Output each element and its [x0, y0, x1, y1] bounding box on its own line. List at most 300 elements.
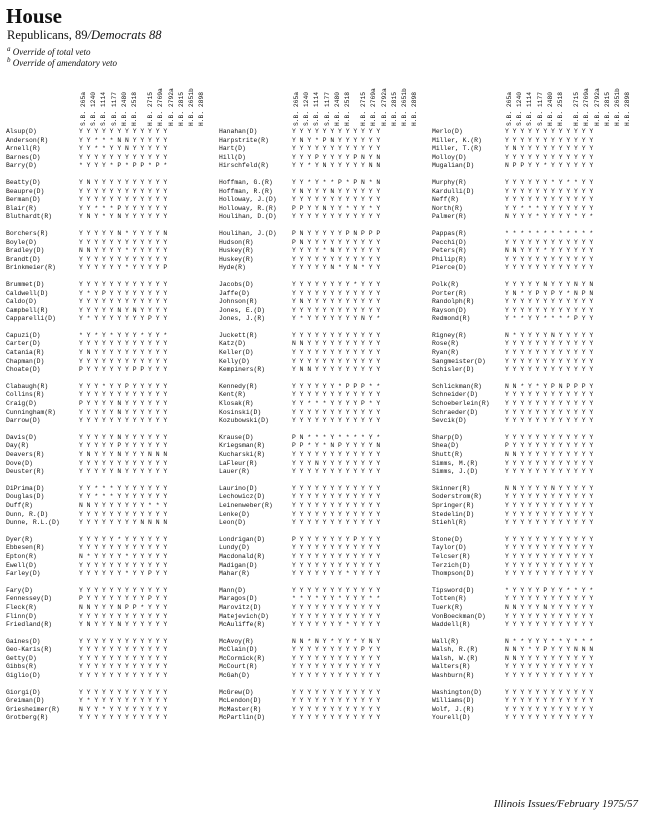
legislator-name: Fennessey(D) — [6, 595, 53, 603]
legislator-name: Kosinski(D) — [219, 408, 262, 416]
legislator-row — [219, 536, 417, 545]
legislator-name: Murphy(R) — [432, 178, 467, 186]
legislator-name: VonBoeckman(D) — [432, 612, 486, 620]
footnote-a-text: Override of total veto — [12, 47, 91, 57]
legislator-votes: Y N Y * Y N Y Y Y Y Y Y — [79, 213, 168, 221]
legislator-name: Giorgi(D) — [6, 688, 41, 696]
page-footer: Illinois Issues/February 1975/57 — [493, 798, 638, 810]
legislator-name: Giglio(D) — [6, 672, 41, 680]
legislator-name: Holloway, R.(R) — [219, 204, 277, 212]
bill-label-text: S.B. 1177 — [110, 91, 118, 126]
legislator-list — [219, 128, 417, 731]
legislator-votes: Y Y Y Y Y Y Y Y Y Y Y Y — [505, 264, 594, 272]
bill-label-text: H.B. 2898 — [198, 91, 206, 126]
legislator-name: Rigney(R) — [432, 331, 467, 339]
legislator-row — [432, 298, 630, 307]
legislator-row — [432, 340, 630, 349]
legislator-name: Katz(D) — [219, 340, 246, 348]
legislator-votes: Y Y Y Y Y Y Y Y Y Y Y Y — [505, 468, 594, 476]
legislator-row — [219, 595, 417, 604]
legislator-votes: Y Y Y Y Y Y Y Y Y Y Y Y — [292, 561, 381, 569]
legislator-name: Kozubowski(D) — [219, 417, 269, 425]
legislator-name: Keller(D) — [219, 349, 254, 357]
legislator-group — [219, 332, 417, 375]
legislator-votes: Y Y Y Y Y Y Y Y Y Y Y Y — [79, 510, 168, 518]
legislator-name: Mahar(R) — [219, 570, 250, 578]
legislator-name: Laurino(D) — [219, 484, 258, 492]
legislator-name: Pappas(R) — [432, 229, 467, 237]
legislator-name: Ryan(R) — [432, 349, 459, 357]
bill-label — [623, 70, 633, 126]
legislator-row — [432, 137, 630, 146]
legislator-name: Gibbs(R) — [6, 663, 37, 671]
legislator-name: Berman(D) — [6, 196, 41, 204]
legislator-row — [6, 562, 204, 571]
bill-label-text: H.B. 2518 — [557, 91, 564, 126]
legislator-votes: Y * Y Y Y Y Y Y Y N Y * — [292, 315, 381, 323]
legislator-name: Day(R) — [6, 442, 30, 450]
bill-label — [312, 70, 322, 126]
legislator-name: McMaster(R) — [219, 705, 262, 713]
legislator-name: McPartlin(D) — [219, 714, 266, 722]
legislator-name: Washburn(R) — [432, 672, 475, 680]
legislator-name: Arnell(R) — [6, 145, 41, 153]
legislator-name: Schoeberlein(R) — [432, 400, 490, 408]
legislator-row — [432, 451, 630, 460]
legislator-row — [219, 646, 417, 655]
legislator-votes: Y * Y Y Y Y Y Y Y P Y Y — [79, 315, 168, 323]
legislator-name: Schneider(D) — [432, 391, 479, 399]
legislator-name: Kent(R) — [219, 391, 246, 399]
legislator-votes: Y Y Y Y Y Y Y Y Y Y Y Y — [79, 688, 168, 696]
legislator-votes: Y Y Y Y Y Y Y Y Y Y Y Y — [79, 280, 168, 288]
legislator-votes: Y Y Y Y Y Y Y Y Y Y Y Y — [505, 519, 594, 527]
legislator-votes: Y Y Y Y Y Y Y Y Y Y Y Y — [79, 663, 168, 671]
legislator-votes: Y Y Y Y Y Y * Y Y P Y Y — [79, 570, 168, 578]
legislator-votes: Y Y Y Y Y Y Y Y Y Y Y Y — [292, 391, 381, 399]
legislator-group — [432, 485, 630, 528]
legislator-votes: N N Y Y Y Y N Y Y Y Y Y — [505, 484, 594, 492]
footnote-b — [7, 55, 117, 68]
legislator-row — [6, 349, 204, 358]
legislator-name: Walsh, R.(R) — [432, 646, 479, 654]
bill-label — [146, 70, 156, 126]
legislator-row — [432, 332, 630, 341]
legislator-votes: Y Y Y Y Y Y Y Y Y Y Y Y — [505, 714, 594, 722]
legislator-row — [6, 544, 204, 553]
legislator-name: Miller, K.(R) — [432, 136, 482, 144]
legislator-row — [219, 460, 417, 469]
legislator-votes: P Y Y Y Y Y Y Y Y Y Y Y — [505, 442, 594, 450]
legislator-row — [6, 213, 204, 222]
legislator-row — [432, 485, 630, 494]
bill-label — [197, 70, 207, 126]
legislator-votes: Y Y * Y N Y Y Y Y Y N N — [292, 162, 381, 170]
bill-label-text: H.B. 2518 — [131, 91, 138, 126]
page-title: House — [6, 4, 63, 28]
legislator-name: Yourell(D) — [432, 714, 471, 722]
legislator-name: Hoffman, R.(R) — [219, 187, 273, 195]
legislator-name: Hoffman, G.(R) — [219, 178, 273, 186]
legislator-name: Chapman(D) — [6, 357, 45, 365]
legislator-name: DiPrima(D) — [6, 484, 45, 492]
legislator-row — [6, 417, 204, 426]
legislator-votes: Y Y Y Y Y Y Y Y Y Y Y Y — [292, 408, 381, 416]
legislator-name: Shea(D) — [432, 442, 459, 450]
legislator-row — [219, 247, 417, 256]
legislator-name: Lundy(D) — [219, 544, 250, 552]
legislator-votes: P Y Y Y Y Y Y Y Y P Y Y — [79, 595, 168, 603]
legislator-name: Stedelin(D) — [432, 510, 475, 518]
legislator-row — [6, 145, 204, 154]
legislator-votes: Y Y Y Y Y Y Y Y Y Y Y Y — [79, 128, 168, 135]
legislator-row — [432, 247, 630, 256]
legislator-votes: Y Y Y Y Y N Y Y Y Y Y Y — [79, 433, 168, 441]
legislator-name: Capuzi(D) — [6, 331, 41, 339]
legislator-votes: Y Y Y Y Y Y Y Y Y Y Y Y — [292, 586, 381, 594]
legislator-name: Getty(D) — [6, 654, 37, 662]
legislator-votes: N N Y * Y P Y Y Y N N N — [505, 646, 594, 654]
legislator-votes: N N Y Y Y Y Y Y Y Y Y Y — [292, 340, 381, 348]
legislator-row — [432, 188, 630, 197]
bill-label-text: H.B. 2715 — [147, 91, 155, 126]
bill-label-text: H.B. 2792a — [593, 88, 601, 126]
legislator-votes: Y Y Y Y Y Y Y Y Y Y Y Y — [292, 612, 381, 620]
legislator-votes: Y Y Y Y Y Y Y * Y Y Y Y — [292, 570, 381, 578]
legislator-votes: Y Y Y Y Y Y Y Y Y Y Y Y — [292, 688, 381, 696]
legislator-votes: Y Y Y Y Y Y Y Y Y Y Y Y — [292, 552, 381, 560]
bill-label-text: S.B. 1114 — [313, 91, 321, 126]
legislator-name: Huskey(R) — [219, 255, 254, 263]
legislator-group — [219, 536, 417, 579]
legislator-votes: Y Y Y Y Y Y Y Y Y Y Y Y — [505, 493, 594, 501]
legislator-votes: Y Y * * * Y Y Y Y Y Y Y — [79, 493, 168, 501]
legislator-row — [6, 621, 204, 630]
legislator-row — [219, 128, 417, 137]
legislator-row — [432, 553, 630, 562]
legislator-group — [6, 230, 204, 273]
bill-label — [187, 70, 197, 126]
legislator-name: Telcser(R) — [432, 552, 471, 560]
legislator-name: Ebbesen(R) — [6, 544, 45, 552]
legislator-row — [219, 553, 417, 562]
legislator-votes: Y N Y Y Y N Y Y Y Y Y Y — [292, 187, 381, 195]
legislator-name: Borchers(R) — [6, 229, 49, 237]
legislator-group — [432, 230, 630, 273]
legislator-row — [432, 697, 630, 706]
legislator-name: Davis(D) — [6, 433, 37, 441]
legislator-name: Farley(D) — [6, 570, 41, 578]
legislator-name: Fleck(R) — [6, 603, 37, 611]
legislator-name: Madigan(D) — [219, 561, 258, 569]
bill-label — [110, 70, 120, 126]
legislator-name: Marovitz(D) — [219, 603, 262, 611]
legislator-row — [219, 349, 417, 358]
legislator-row — [432, 544, 630, 553]
bill-label-text: S.B. 1240 — [90, 91, 98, 126]
legislator-row — [219, 154, 417, 163]
legislator-name: Bradley(D) — [6, 247, 45, 255]
legislator-votes: Y Y * * * Y Y Y Y P * Y — [292, 400, 381, 408]
legislator-name: Caldwell(D) — [6, 289, 49, 297]
legislator-row — [219, 621, 417, 630]
legislator-row — [6, 536, 204, 545]
legislator-group — [6, 689, 204, 723]
legislator-votes: Y Y Y Y Y Y Y Y Y Y Y Y — [505, 340, 594, 348]
bill-label-text: H.B. 2815 — [177, 91, 185, 126]
legislator-row — [432, 706, 630, 715]
legislator-name: Collins(R) — [6, 391, 45, 399]
legislator-votes: Y Y Y Y Y Y Y Y Y Y Y Y — [292, 306, 381, 314]
legislator-name: Redmond(R) — [432, 315, 471, 323]
legislator-row — [432, 519, 630, 528]
legislator-name: Stone(D) — [432, 535, 463, 543]
legislator-votes: N * Y Y Y Y * Y Y Y Y Y — [79, 552, 168, 560]
legislator-votes: Y * * Y Y * * * * P Y Y — [505, 315, 594, 323]
legislator-name: Alsup(D) — [6, 128, 37, 135]
legislator-row — [432, 511, 630, 520]
legislator-name: Deuster(R) — [6, 468, 45, 476]
legislator-name: Bluthardt(R) — [6, 213, 53, 221]
legislator-votes: Y Y Y Y * N Y Y Y Y Y Y — [292, 247, 381, 255]
bill-label — [603, 70, 613, 126]
legislator-votes: Y Y Y Y Y Y Y Y Y Y Y Y — [79, 238, 168, 246]
legislator-row — [6, 332, 204, 341]
legislator-row — [432, 383, 630, 392]
legislator-row — [432, 468, 630, 477]
legislator-row — [6, 460, 204, 469]
bill-label — [359, 70, 369, 126]
legislator-name: Mann(D) — [219, 586, 246, 594]
legislator-votes: Y Y Y Y Y Y Y Y Y Y Y Y — [505, 697, 594, 705]
legislator-name: Williams(D) — [432, 697, 475, 705]
legislator-group — [219, 689, 417, 723]
legislator-list — [6, 128, 204, 731]
legislator-row — [6, 672, 204, 681]
legislator-group — [432, 128, 630, 171]
legislator-name: Peters(R) — [432, 247, 467, 255]
legislator-votes: Y Y Y Y Y Y Y Y Y Y Y Y — [505, 391, 594, 399]
bill-label-text: H.B. 2898 — [411, 91, 419, 126]
legislator-group — [6, 485, 204, 528]
legislator-group — [432, 536, 630, 579]
legislator-votes: Y Y Y Y Y Y Y Y Y Y Y Y — [292, 213, 381, 221]
legislator-row — [432, 502, 630, 511]
bill-label-text: H.B. 2651b — [614, 88, 621, 126]
legislator-row — [6, 511, 204, 520]
legislator-votes: Y Y Y Y Y Y Y Y Y Y Y Y — [292, 357, 381, 365]
legislator-name: Springer(R) — [432, 501, 475, 509]
legislator-name: Mugalian(D) — [432, 162, 475, 170]
legislator-row — [432, 417, 630, 426]
legislator-name: McAvoy(R) — [219, 637, 254, 645]
legislator-row — [432, 460, 630, 469]
legislator-row — [432, 689, 630, 698]
legislator-name: Catania(R) — [6, 349, 45, 357]
legislator-name: Schlickman(R) — [432, 382, 482, 390]
legislator-votes: Y Y Y Y Y Y Y Y Y Y Y Y — [292, 493, 381, 501]
legislator-row — [6, 595, 204, 604]
legislator-votes: Y Y Y Y Y N Y Y Y N Y N — [505, 280, 594, 288]
legislator-votes: N N * N Y * Y Y * Y N Y — [292, 637, 381, 645]
legislator-name: Carter(D) — [6, 340, 41, 348]
legislator-row — [6, 638, 204, 647]
legislator-name: Kempiners(R) — [219, 366, 266, 374]
legislator-group — [219, 383, 417, 426]
legislator-row — [6, 714, 204, 723]
legislator-name: Lenke(D) — [219, 510, 250, 518]
legislator-votes: Y Y Y N Y Y Y Y Y Y Y Y — [292, 459, 381, 467]
legislator-row — [432, 587, 630, 596]
legislator-row — [219, 230, 417, 239]
legislator-name: Beatty(D) — [6, 178, 41, 186]
legislator-name: McCourt(R) — [219, 663, 258, 671]
legislator-row — [6, 519, 204, 528]
legislator-name: Harpstrite(R) — [219, 136, 269, 144]
legislator-votes: Y N Y * P N Y Y Y Y Y Y — [292, 136, 381, 144]
legislator-row — [219, 307, 417, 316]
legislator-votes: Y Y Y Y Y Y Y Y Y Y Y Y — [292, 468, 381, 476]
legislator-name: Kucharski(R) — [219, 451, 266, 458]
legislator-name: Porter(R) — [432, 289, 467, 297]
bill-label — [120, 70, 130, 126]
legislator-name: Leon(D) — [219, 519, 246, 527]
legislator-row — [6, 256, 204, 265]
legislator-row — [6, 613, 204, 622]
legislator-votes: Y Y Y Y Y Y Y Y Y Y Y Y — [505, 136, 594, 144]
legislator-votes: Y Y Y Y Y Y Y Y Y Y Y Y — [505, 552, 594, 560]
legislator-group — [6, 179, 204, 222]
legislator-votes: Y Y Y Y Y Y Y Y Y Y Y Y — [505, 663, 594, 671]
legislator-row — [432, 179, 630, 188]
legislator-votes: Y Y Y Y Y Y Y Y Y Y Y Y — [292, 672, 381, 680]
legislator-votes: Y Y * * * Y Y Y Y Y Y Y — [79, 484, 168, 492]
legislator-name: Barry(D) — [6, 162, 37, 170]
legislator-votes: N N Y Y Y Y Y Y Y Y Y Y — [505, 654, 594, 662]
legislator-name: Pierce(D) — [432, 264, 467, 272]
legislator-votes: Y Y Y Y Y Y Y Y Y Y Y Y — [292, 654, 381, 662]
legislator-row — [219, 663, 417, 672]
legislator-row — [432, 256, 630, 265]
legislator-name: Hanahan(D) — [219, 128, 258, 135]
legislator-votes: Y Y Y Y Y Y Y Y Y Y Y Y — [292, 128, 381, 135]
legislator-name: Thompson(D) — [432, 570, 475, 578]
legislator-row — [432, 621, 630, 630]
legislator-name: Rose(R) — [432, 340, 459, 348]
legislator-group — [432, 281, 630, 324]
legislator-votes: Y Y Y Y Y Y Y Y Y Y Y Y — [505, 153, 594, 161]
legislator-name: Greiman(D) — [6, 697, 45, 705]
bill-label-text: H.B. 2769a — [583, 88, 591, 126]
legislator-row — [6, 442, 204, 451]
legislator-votes: N Y Y Y * Y Y Y Y * Y * — [505, 213, 594, 221]
legislator-votes: Y Y Y Y Y Y Y Y Y Y Y Y — [292, 331, 381, 339]
legislator-row — [219, 409, 417, 418]
bill-label — [400, 70, 410, 126]
legislator-name: Beaupre(D) — [6, 187, 45, 195]
legislator-row — [6, 239, 204, 248]
legislator-row — [6, 188, 204, 197]
legislator-name: Brandt(D) — [6, 255, 41, 263]
legislator-name: North(R) — [432, 204, 463, 212]
legislator-row — [432, 493, 630, 502]
legislator-row — [6, 298, 204, 307]
legislator-row — [219, 137, 417, 146]
legislator-votes: N N Y Y Y * Y Y Y Y Y Y — [505, 247, 594, 255]
bill-label-text: H.B. 2651b — [188, 88, 195, 126]
legislator-row — [219, 638, 417, 647]
legislator-name: Klosak(R) — [219, 400, 254, 408]
legislator-name: Douglas(D) — [6, 493, 45, 501]
bill-label — [556, 70, 566, 126]
legislator-row — [432, 315, 630, 324]
legislator-name: Washington(D) — [432, 688, 482, 696]
legislator-row — [219, 145, 417, 154]
bill-label-text: H.B. 2480 — [546, 91, 554, 126]
legislator-votes: Y Y Y Y Y Y Y Y Y Y Y Y — [79, 586, 168, 594]
legislator-group — [6, 281, 204, 324]
legislator-votes: Y Y Y Y Y Y Y Y Y Y Y Y — [292, 603, 381, 611]
legislator-row — [219, 315, 417, 324]
legislator-name: Matejevich(D) — [219, 612, 269, 620]
bill-label-text: H.B. 2792a — [167, 88, 175, 126]
legislator-row — [432, 349, 630, 358]
bill-label — [323, 70, 333, 126]
legislator-votes: Y Y Y Y Y Y Y Y Y Y Y Y — [292, 714, 381, 722]
legislator-votes: Y Y Y Y Y N * Y Y Y Y N — [79, 229, 168, 237]
legislator-row — [6, 434, 204, 443]
bill-label-text: S.B. 265a — [293, 91, 300, 126]
legislator-votes: Y Y Y Y Y Y Y Y Y Y Y Y — [79, 654, 168, 662]
legislator-name: Hudson(R) — [219, 238, 254, 246]
bill-label-text: H.B. 2651b — [401, 88, 408, 126]
legislator-row — [432, 663, 630, 672]
legislator-name: Pecchi(D) — [432, 238, 467, 246]
legislator-votes: Y Y Y Y Y Y Y Y Y Y Y Y — [292, 705, 381, 713]
bill-label-text: S.B. 1240 — [516, 91, 524, 126]
legislator-row — [219, 264, 417, 273]
legislator-votes: Y Y Y Y Y Y Y Y Y Y Y Y — [505, 570, 594, 578]
legislator-group — [6, 128, 204, 171]
legislator-votes: Y Y Y Y Y Y Y Y Y Y Y Y — [292, 519, 381, 527]
legislator-name: Holloway, J.(D) — [219, 196, 277, 204]
legislator-group — [219, 230, 417, 273]
legislator-row — [219, 391, 417, 400]
legislator-row — [432, 162, 630, 171]
legislator-group — [432, 587, 630, 630]
legislator-name: Johnson(R) — [219, 298, 258, 306]
republicans-count: Republicans, 89 — [7, 28, 88, 42]
bill-label — [99, 70, 109, 126]
legislator-name: Epton(R) — [6, 552, 37, 560]
legislator-name: Ewell(D) — [6, 561, 37, 569]
legislator-row — [6, 358, 204, 367]
legislator-name: Hart(D) — [219, 145, 246, 153]
legislator-row — [6, 706, 204, 715]
legislator-row — [6, 281, 204, 290]
legislator-votes: Y Y Y Y Y Y Y Y Y Y Y Y — [79, 672, 168, 680]
legislator-row — [432, 205, 630, 214]
legislator-votes: Y Y Y Y Y Y Y Y Y Y Y Y — [505, 510, 594, 518]
legislator-name: Palmer(R) — [432, 213, 467, 221]
bill-label — [369, 70, 379, 126]
legislator-name: Maragos(D) — [219, 595, 258, 603]
legislator-name: McClain(D) — [219, 646, 258, 654]
legislator-group — [219, 434, 417, 477]
legislator-name: Wolf, J.(R) — [432, 705, 475, 713]
bill-label-text: S.B. 265a — [506, 91, 513, 126]
legislator-name: Darrow(D) — [6, 417, 41, 425]
